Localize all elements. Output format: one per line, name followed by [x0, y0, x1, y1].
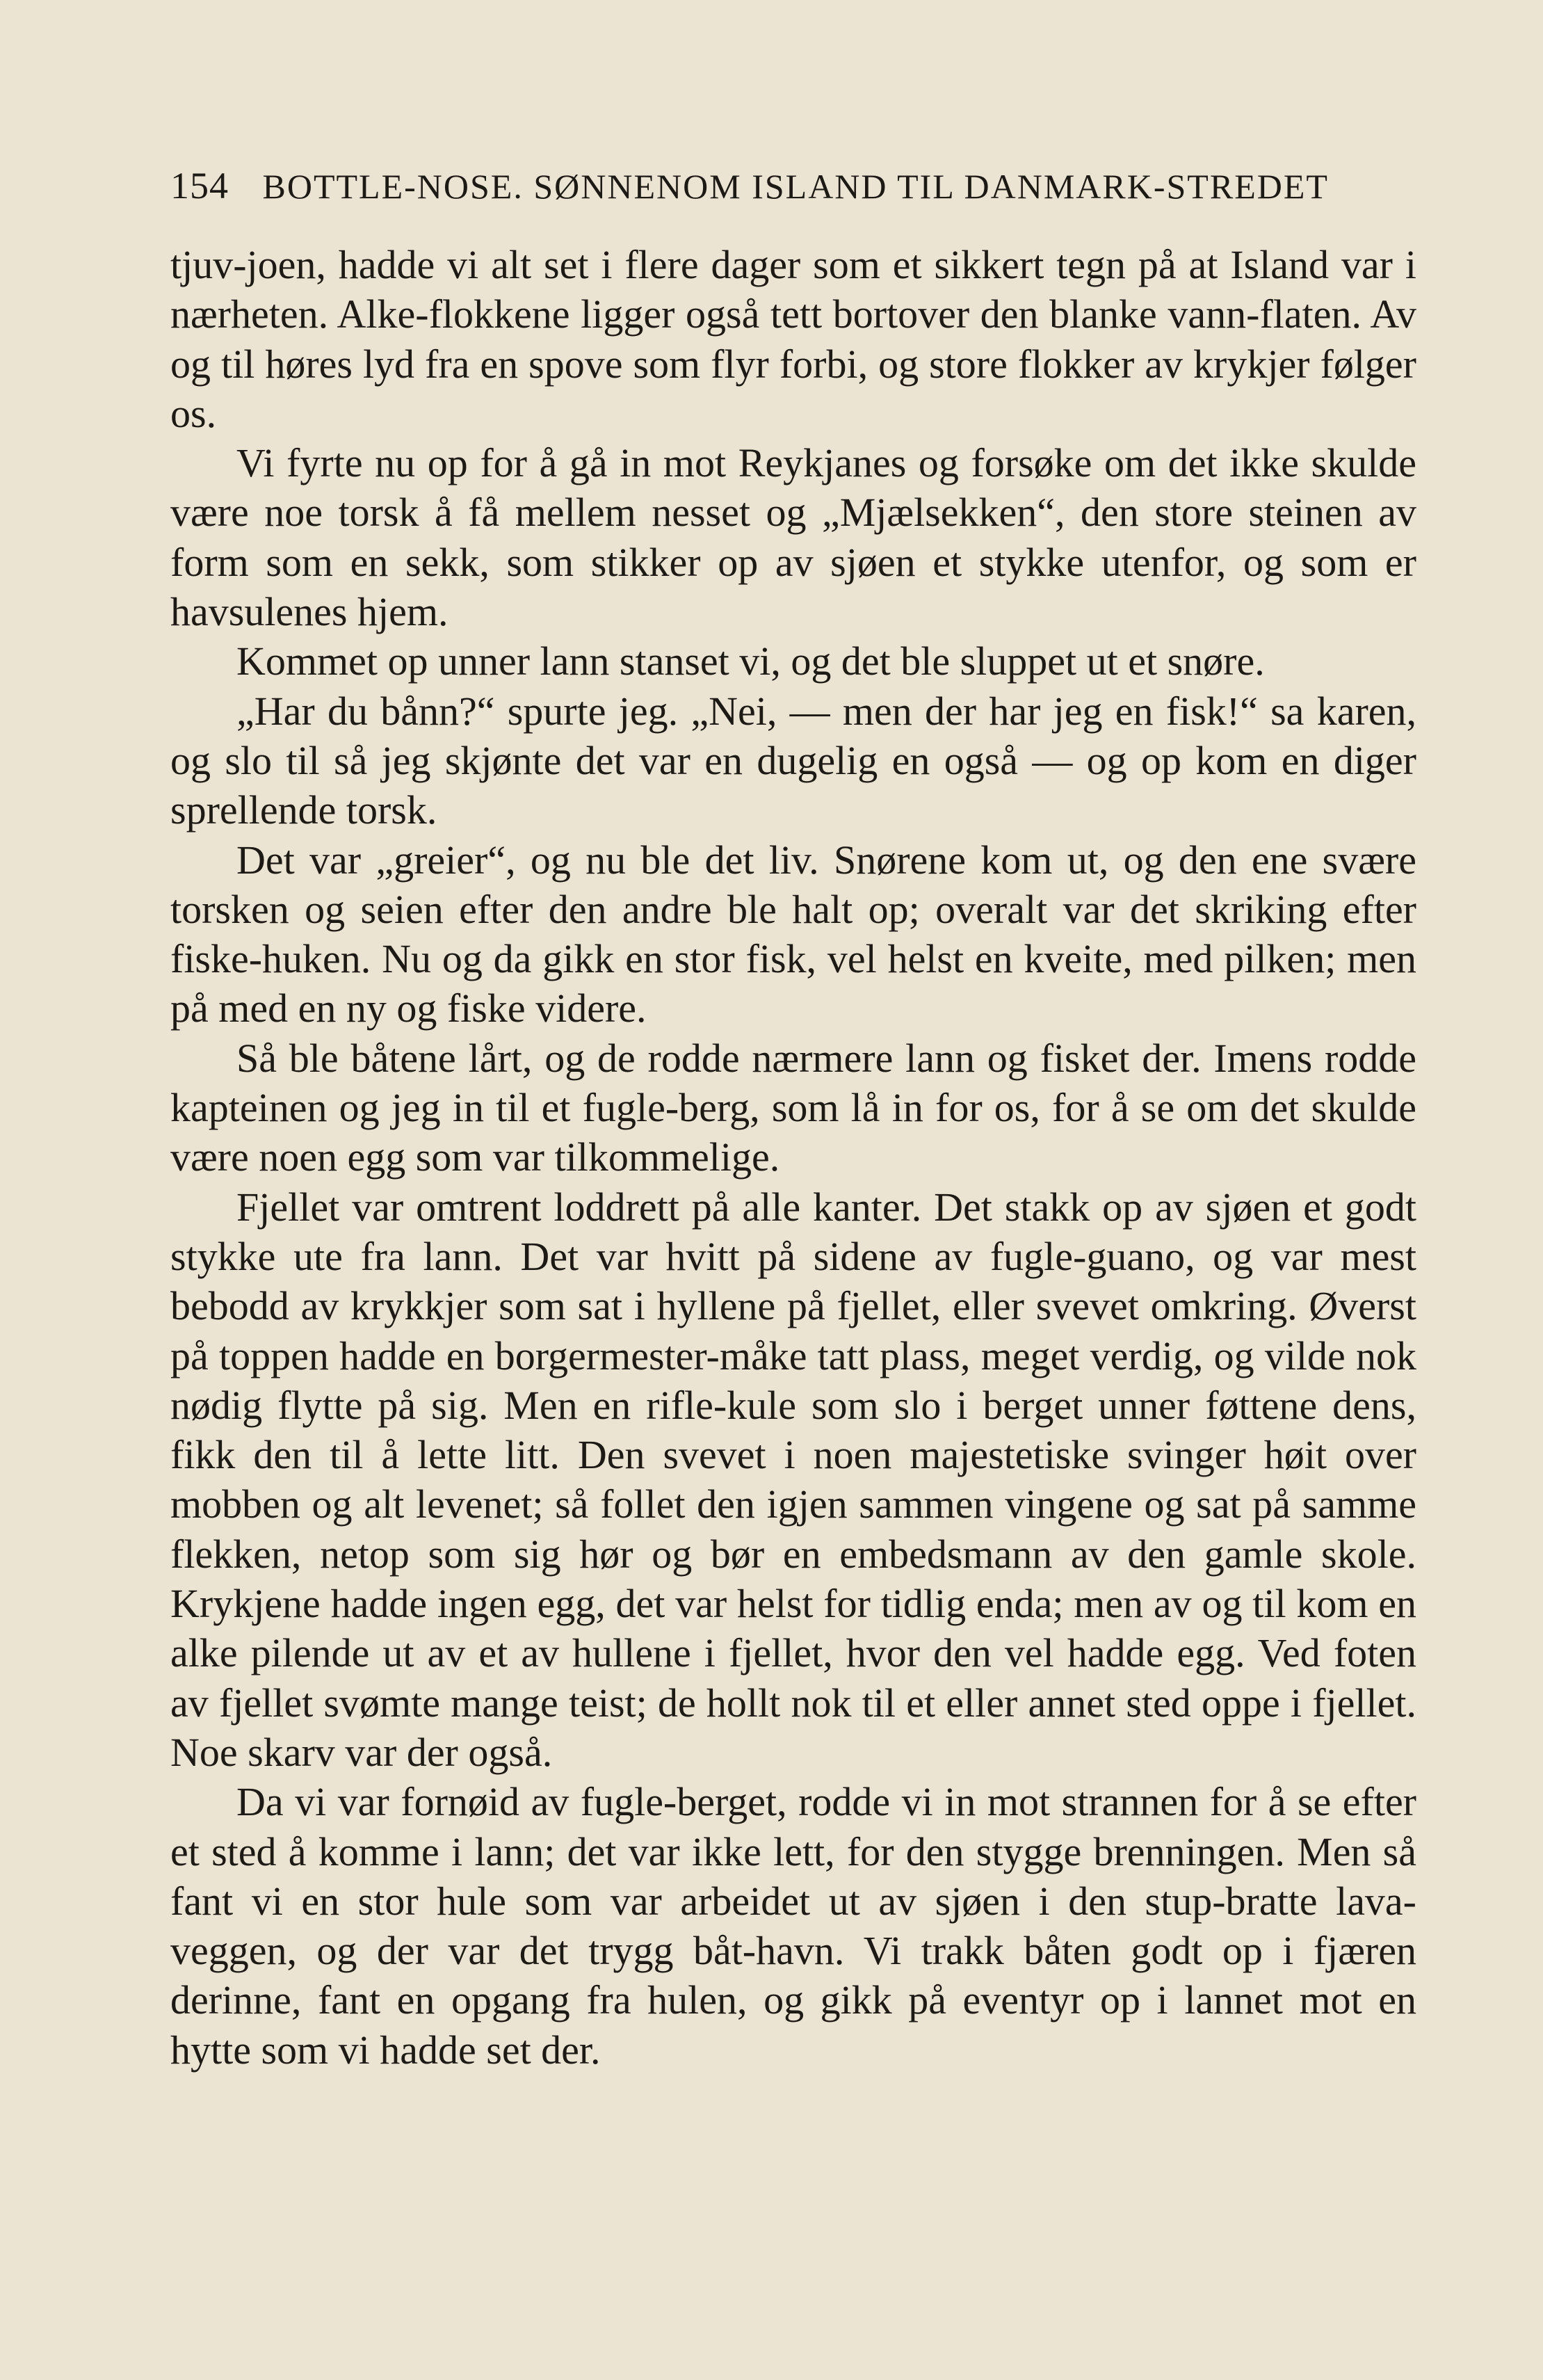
running-head-title: BOTTLE-NOSE. SØNNENOM ISLAND TIL DANMARK-STREDET — [262, 167, 1329, 206]
body-text — [170, 240, 1416, 2075]
paragraph: Det var „greier“, og nu ble det liv. Snørene kom ut, og den ene svære torsken og seien efter den andre ble halt op; overalt var det skriking efter fiske-huken. Nu og da gikk en stor fisk, vel helst en kveite, med pilken; men på med en ny og fiske videre. — [170, 837, 1416, 1031]
running-head — [170, 161, 1422, 210]
paragraph: Så ble båtene lårt, og de rodde nærmere lann og fisket der. Imens rodde kapteinen og jeg in til et fugle-berg, som lå in for os, for å se om det skulde være noen egg som var tilkommelige. — [170, 1035, 1416, 1180]
paragraph: Fjellet var omtrent loddrett på alle kanter. Det stakk op av sjøen et godt stykke ute fra lann. Det var hvitt på sidene av fugle-guano, og var mest bebodd av krykkjer som sat i hyllene på fjellet, eller svevet omkring. Øverst på toppen hadde en borgermester-måke tatt plass, meget verdig, og vilde nok nødig flytte på sig. Men en rifle-kule som slo i berget unner føttene dens, fikk den til å lette litt. Den svevet i noen majestetiske svinger høit over mobben og alt levenet; så follet den igjen sammen vingene og sat på samme flekken, netop som sig hør og bør en embedsmann av den gamle skole. Krykjene hadde ingen egg, det var helst for tidlig enda; men av og til kom en alke pilende ut av et av hullene i fjellet, hvor den vel hadde egg. Ved foten av fjellet svømte mange teist; de hollt nok til et eller annet sted oppe i fjellet. Noe skarv var der også. — [170, 1184, 1416, 1775]
paragraph: tjuv-joen, hadde vi alt set i flere dager som et sikkert tegn på at Island var i nærheten. Alke-flokkene ligger også tett bortover den blanke vann-flaten. Av og til høres lyd fra en spove som flyr forbi, og store flokker av krykjer følger os. — [170, 242, 1416, 436]
page-number: 154 — [170, 165, 229, 207]
paragraph: Vi fyrte nu op for å gå in mot Reykjanes og forsøke om det ikke skulde være noe torsk å få mellem nesset og „Mjælsekken“, den store steinen av form som en sekk, som stikker op av sjøen et stykke utenfor, og som er havsulenes hjem. — [170, 440, 1416, 635]
paragraph: Da vi var fornøid av fugle-berget, rodde vi in mot strannen for å se efter et sted å komme i lann; det var ikke lett, for den stygge brenningen. Men så fant vi en stor hule som var arbeidet ut av sjøen i den stup-bratte lava-veggen, og der var det trygg båt-havn. Vi trakk båten godt op i fjæren derinne, fant en opgang fra hulen, og gikk på eventyr op i lannet mot en hytte som vi hadde set der. — [170, 1779, 1416, 2073]
paragraph: Kommet op unner lann stanset vi, og det ble sluppet ut et snøre. — [236, 638, 1265, 684]
paragraph: „Har du bånn?“ spurte jeg. „Nei, — men der har jeg en fisk!“ sa karen, og slo til så jeg skjønte det var en dugelig en også — og op kom en diger sprellende torsk. — [170, 688, 1416, 833]
